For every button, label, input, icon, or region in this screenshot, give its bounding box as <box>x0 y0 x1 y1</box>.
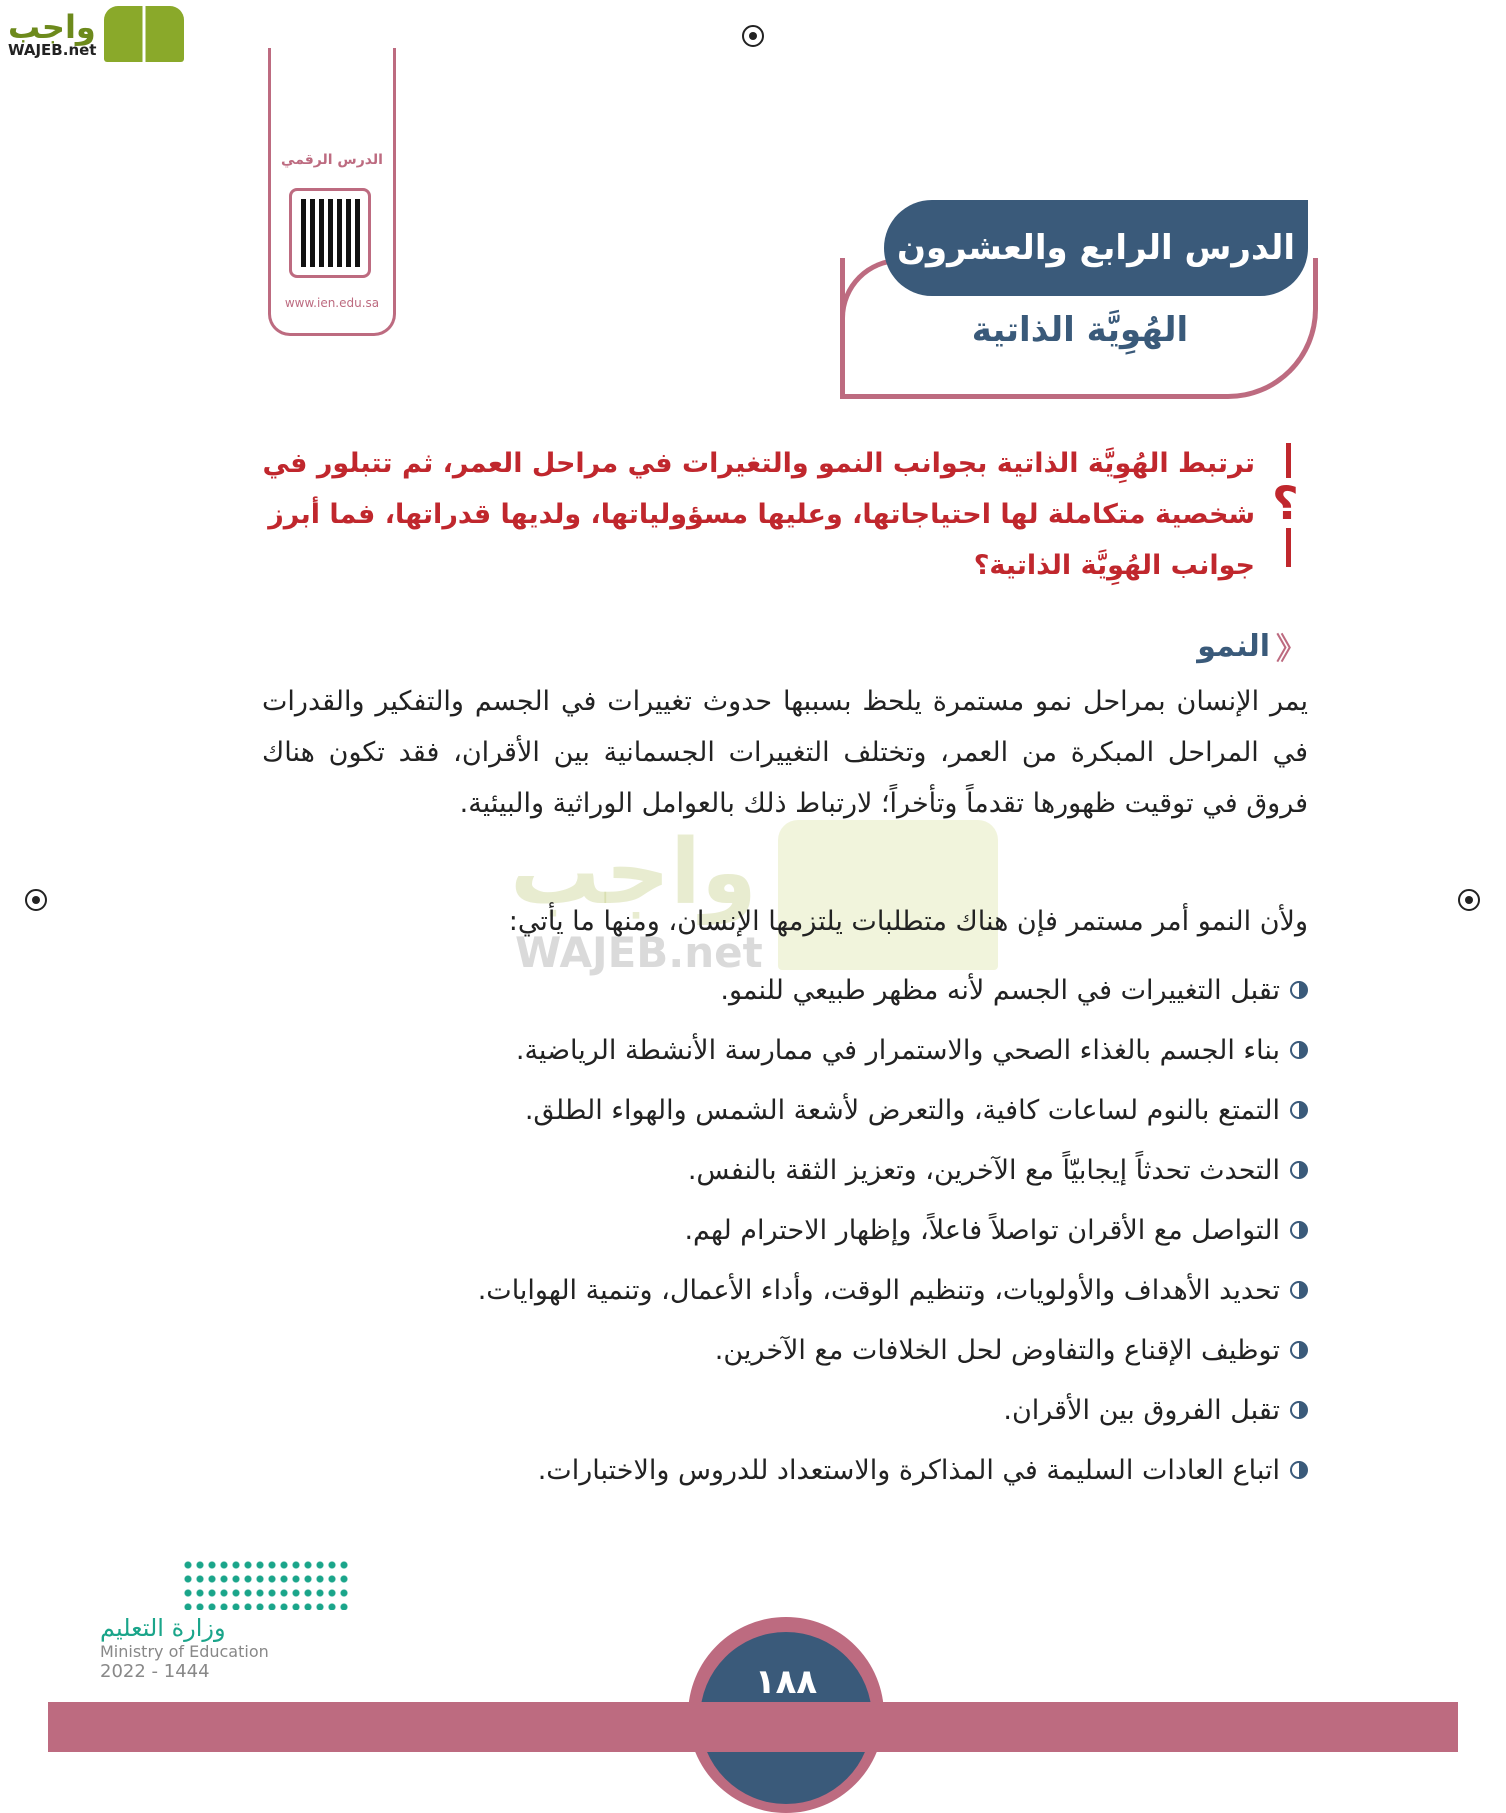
qr-code-icon[interactable] <box>289 188 371 278</box>
section-heading <box>1197 624 1306 668</box>
registration-mark-icon <box>25 889 47 911</box>
ministry-name-en: Ministry of Education <box>100 1642 269 1661</box>
list-item <box>258 1380 1308 1440</box>
list-item <box>258 1440 1308 1500</box>
bullet-icon <box>1290 1041 1308 1059</box>
logo-text-en: WAJEB.net <box>8 40 97 59</box>
list-item <box>258 1260 1308 1320</box>
list-item <box>258 1140 1308 1200</box>
list-item <box>258 960 1308 1020</box>
digital-lesson-card[interactable] <box>268 48 396 336</box>
list-item-text: تقبل التغييرات في الجسم لأنه مظهر طبيعي للنمو. <box>720 974 1280 1006</box>
list-item-text: اتباع العادات السليمة في المذاكرة والاستعداد للدروس والاختبارات. <box>537 1454 1280 1486</box>
book-icon <box>104 6 184 62</box>
list-item-text: التواصل مع الأقران تواصلاً فاعلاً، وإظهار الاحترام لهم. <box>684 1214 1280 1246</box>
list-item-text: التمتع بالنوم لساعات كافية، والتعرض لأشعة الشمس والهواء الطلق. <box>524 1094 1280 1126</box>
bullet-icon <box>1290 1161 1308 1179</box>
question-icon: ؟ <box>1272 476 1299 530</box>
list-item <box>258 1020 1308 1080</box>
requirements-list <box>258 960 1308 1500</box>
watermark-book-icon <box>778 820 998 970</box>
bullet-icon <box>1290 1221 1308 1239</box>
section-heading-text: النمو <box>1197 628 1270 664</box>
bullet-icon <box>1290 1101 1308 1119</box>
page-number: ١٨٨ <box>700 1632 872 1804</box>
bullet-icon <box>1290 1461 1308 1479</box>
list-item-text: تحديد الأهداف والأولويات، وتنظيم الوقت، وأداء الأعمال، وتنمية الهوايات. <box>477 1274 1280 1306</box>
bullet-icon <box>1290 1341 1308 1359</box>
logo-text-ar: واجب <box>8 7 96 46</box>
list-item <box>258 1080 1308 1140</box>
watermark-text: واجب <box>510 820 757 925</box>
registration-mark-icon <box>742 25 764 47</box>
digital-lesson-url[interactable]: www.ien.edu.sa <box>284 296 380 310</box>
ministry-year: 2022 - 1444 <box>100 1661 210 1682</box>
list-lead: ولأن النمو أمر مستمر فإن هناك متطلبات يلتزمها الإنسان، ومنها ما يأتي: <box>508 906 1308 937</box>
section-paragraph: يمر الإنسان بمراحل نمو مستمرة يلحظ بسببها حدوث تغييرات في الجسم والتفكير والقدرات في المراحل المبكرة من العمر، وتختلف التغييرات الجسمانية بين الأقران، فقد تكون هناك فروق في توقيت ظهورها تقدماً وتأخراً؛ لارتباط ذلك بالعوامل الوراثية والبيئية. <box>262 686 1308 819</box>
list-item-text: توظيف الإقناع والتفاوض لحل الخلافات مع الآخرين. <box>714 1334 1280 1366</box>
bullet-icon <box>1290 1401 1308 1419</box>
registration-mark-icon <box>1458 889 1480 911</box>
ministry-logo <box>100 1558 360 1682</box>
list-item-text: تقبل الفروق بين الأقران. <box>1003 1394 1280 1426</box>
list-item <box>258 1200 1308 1260</box>
lesson-title: الهُوِيَّة الذاتية <box>971 310 1189 350</box>
ministry-name-ar: وزارة التعليم <box>100 1614 226 1642</box>
wajeb-logo[interactable] <box>8 6 184 62</box>
lesson-number-title: الدرس الرابع والعشرون <box>884 200 1308 296</box>
list-item <box>258 1320 1308 1380</box>
double-chevron-icon: 《 <box>1276 632 1306 667</box>
footer-bar <box>48 1702 1458 1752</box>
watermark-text-en: WAJEB.net <box>515 928 763 977</box>
bullet-icon <box>1290 1281 1308 1299</box>
bullet-icon <box>1290 981 1308 999</box>
ministry-dots-icon <box>182 1558 348 1610</box>
intro-question: ترتبط الهُوِيَّة الذاتية بجوانب النمو والتغيرات في مراحل العمر، ثم تتبلور في شخصية متكاملة لها احتياجاتها، وعليها مسؤولياتها، ولديها قدراتها، فما أبرز جوانب الهُوِيَّة الذاتية؟ <box>262 448 1255 581</box>
digital-lesson-label: الدرس الرقمي <box>281 152 383 168</box>
list-item-text: بناء الجسم بالغذاء الصحي والاستمرار في ممارسة الأنشطة الرياضية. <box>515 1034 1280 1066</box>
list-item-text: التحدث تحدثاً إيجابيّاً مع الآخرين، وتعزيز الثقة بالنفس. <box>687 1154 1280 1186</box>
